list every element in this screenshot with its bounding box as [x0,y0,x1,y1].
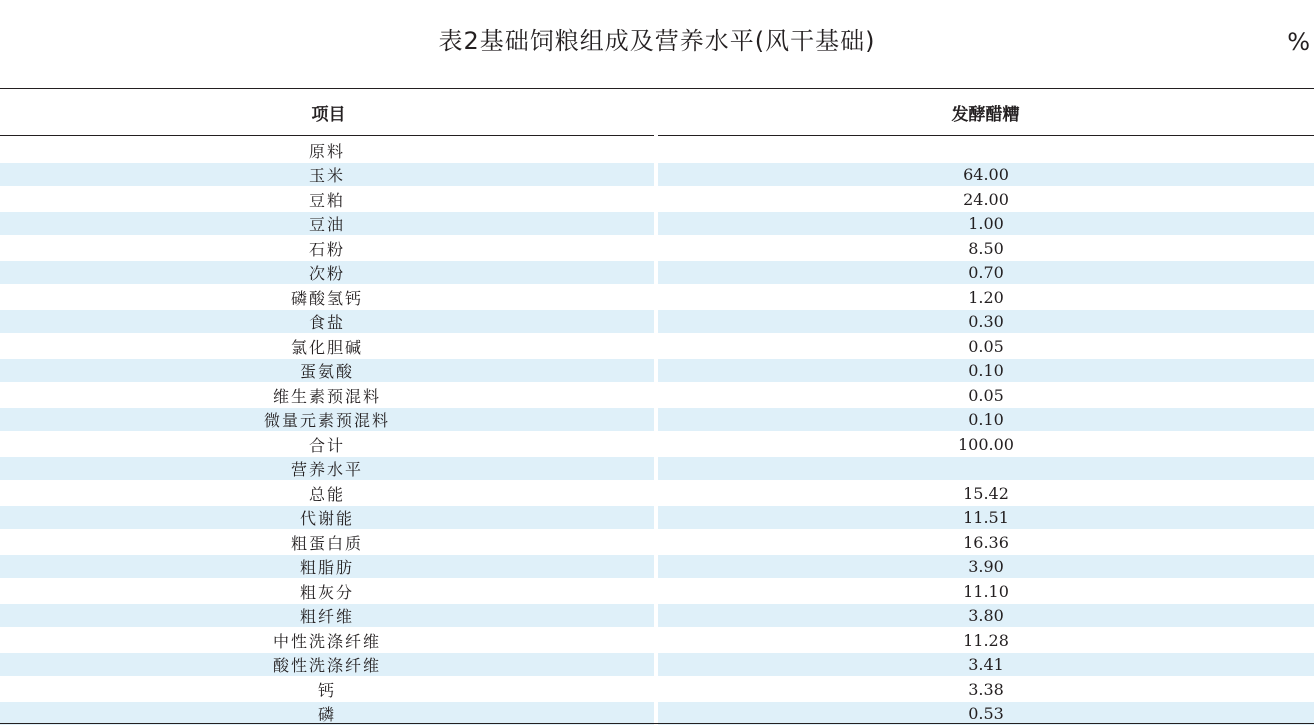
row-item: 维生素预混料 [272,386,381,406]
row-value: 8.50 [968,238,1004,258]
table-header [0,90,1314,134]
table-row [0,677,1314,702]
row-item: 总能 [308,484,345,504]
row-value: 11.10 [963,581,1009,601]
table-row [0,334,1314,359]
row-item: 钙 [317,680,336,700]
row-value: 0.10 [658,359,1314,382]
table-row [0,261,1314,286]
row-value: 3.80 [658,604,1314,627]
table-row [0,310,1314,335]
row-item: 粗灰分 [299,582,354,602]
table-row [0,383,1314,408]
table-row [0,236,1314,261]
row-value: 0.70 [658,261,1314,284]
table-row [0,212,1314,237]
row-value: 64.00 [658,163,1314,186]
header-fermented-vinegar-residue: 发酵醋糟 [951,104,1020,125]
row-value: 3.38 [968,679,1004,699]
row-item: 豆粕 [308,190,345,210]
row-value: 16.36 [963,532,1009,552]
row-item: 食盐 [0,310,654,333]
top-rule [0,88,1314,89]
row-value: 0.30 [658,310,1314,333]
row-item: 粗纤维 [0,604,654,627]
row-value [658,139,1314,162]
table-row [0,285,1314,310]
table-row [0,506,1314,531]
row-item: 粗脂肪 [0,555,654,578]
row-item: 蛋氨酸 [0,359,654,382]
row-item: 合计 [308,435,345,455]
row-value [658,457,1314,480]
row-item: 原料 [308,141,345,161]
row-item: 磷酸氢钙 [290,288,363,308]
row-item: 中性洗涤纤维 [272,631,381,651]
table-row [0,163,1314,188]
row-value: 0.10 [658,408,1314,431]
row-value: 15.42 [963,483,1009,503]
row-value: 1.00 [658,212,1314,235]
row-item: 次粉 [0,261,654,284]
bottom-rule [0,723,1314,724]
row-value: 0.05 [968,336,1004,356]
row-item: 营养水平 [0,457,654,480]
row-value: 11.28 [963,630,1009,650]
table-row [0,628,1314,653]
row-item: 玉米 [0,163,654,186]
row-item: 代谢能 [0,506,654,529]
header-rule-right [658,135,1314,136]
row-item: 微量元素预混料 [0,408,654,431]
table-row [0,481,1314,506]
header-rule-left [0,135,654,136]
row-value: 0.05 [968,385,1004,405]
table-row [0,187,1314,212]
row-value: 100.00 [958,434,1014,454]
table-row [0,653,1314,678]
row-item: 粗蛋白质 [290,533,363,553]
row-value: 24.00 [963,189,1009,209]
table-title: 表2基础饲粮组成及营养水平(风干基础) [438,27,876,55]
row-value: 0.53 [658,702,1314,725]
table-row [0,408,1314,433]
table-body [0,138,1314,726]
unit-label: % [1287,28,1310,56]
table-row [0,555,1314,580]
row-value: 11.51 [658,506,1314,529]
row-item: 氯化胆碱 [290,337,363,357]
row-item: 石粉 [308,239,345,259]
table-row [0,432,1314,457]
row-item: 磷 [0,702,654,725]
table-row [0,604,1314,629]
table-row [0,138,1314,163]
table-row [0,359,1314,384]
row-value: 3.90 [658,555,1314,578]
row-item: 豆油 [0,212,654,235]
header-item: 项目 [311,104,346,125]
row-value: 1.20 [968,287,1004,307]
table-row [0,457,1314,482]
table-row [0,530,1314,555]
table-row [0,579,1314,604]
row-value: 3.41 [658,653,1314,676]
row-item: 酸性洗涤纤维 [0,653,654,676]
